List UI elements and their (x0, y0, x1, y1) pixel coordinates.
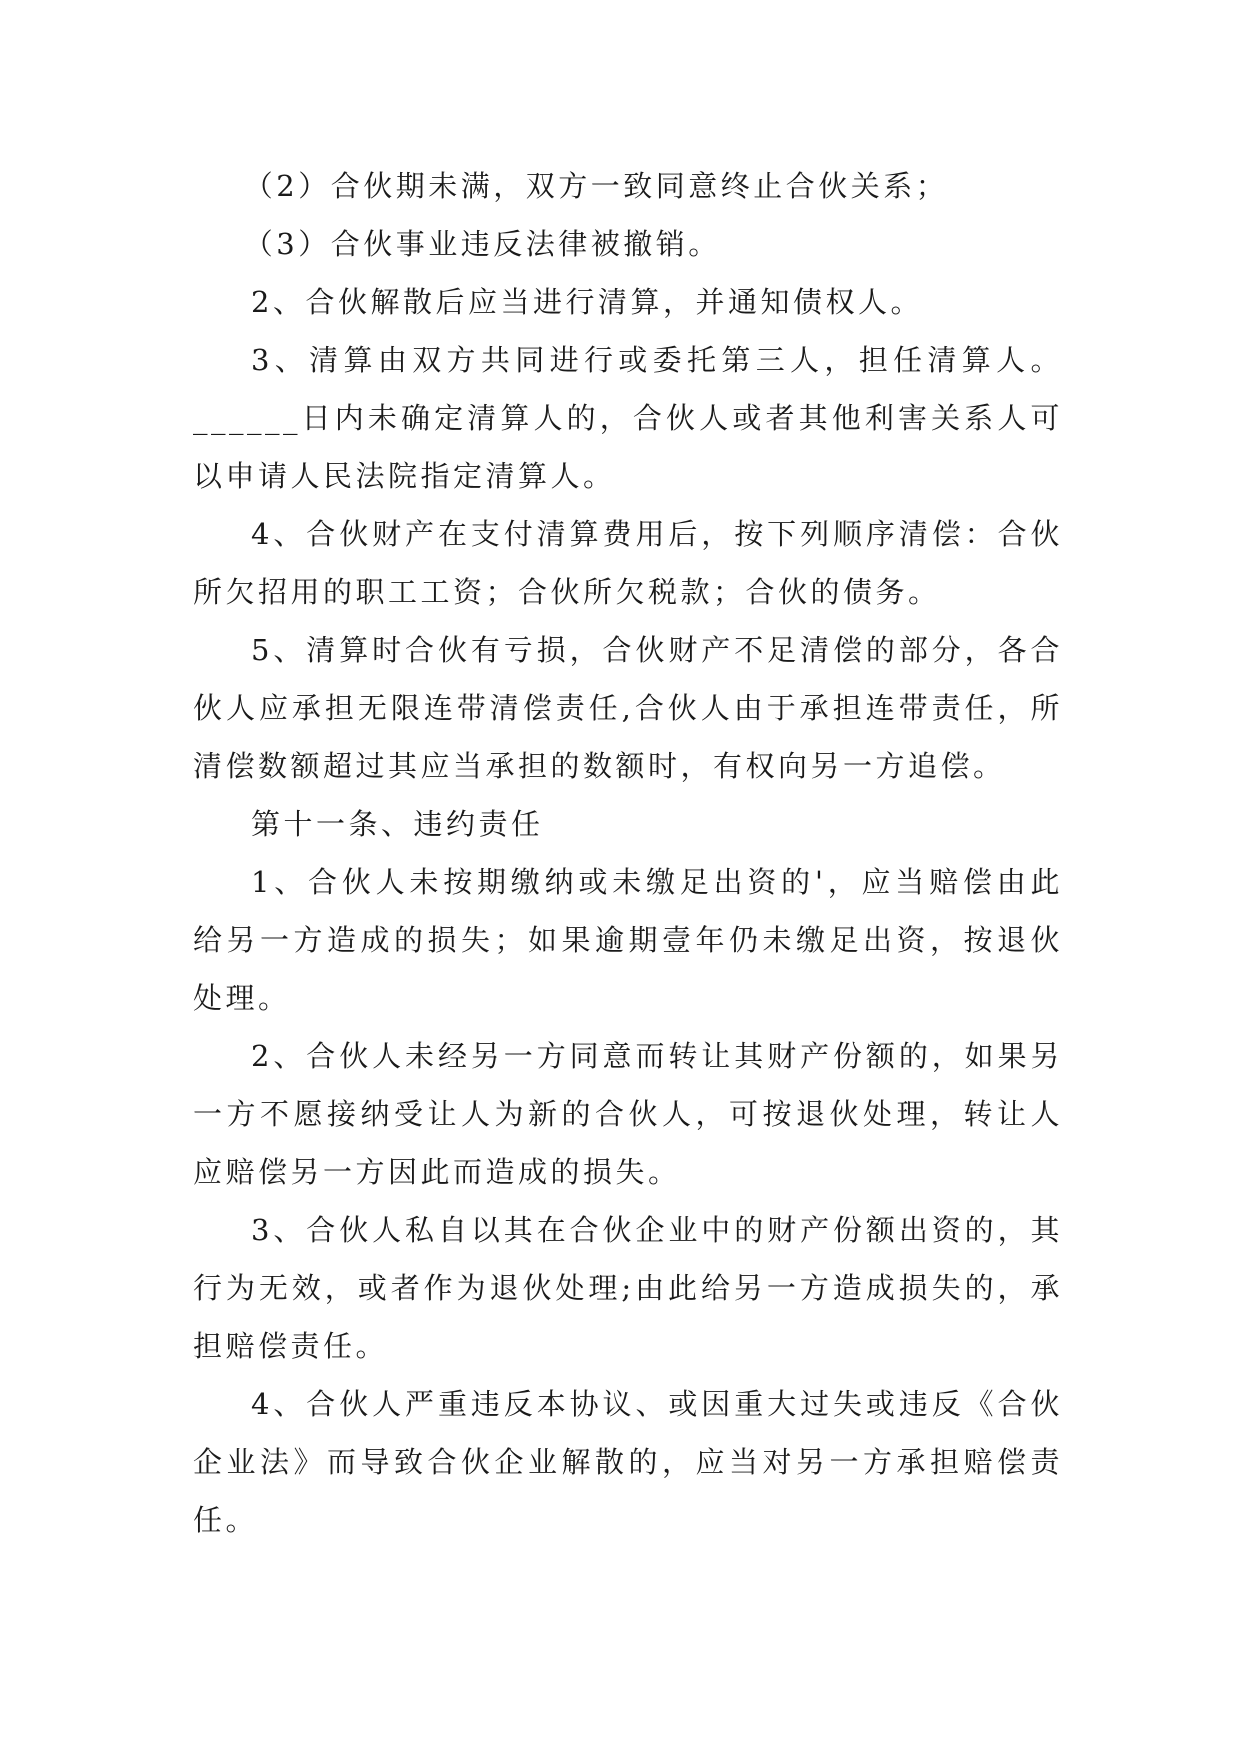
paragraph-breach-4: 4、合伙人严重违反本协议、或因重大过失或违反《合伙企业法》而导致合伙企业解散的，应当对另一方承担赔偿责任。 (193, 1387, 1063, 1537)
article-heading: 第十一条、违约责任 (251, 807, 544, 841)
paragraph-breach-2: 2、合伙人未经另一方同意而转让其财产份额的，如果另一方不愿接纳受让人为新的合伙人，可按退伙处理，转让人应赔偿另一方因此而造成的损失。 (193, 1039, 1063, 1189)
paragraph-breach-1: 1、合伙人未按期缴纳或未缴足出资的'，应当赔偿由此给另一方造成的损失；如果逾期壹年仍未缴足出资，按退伙处理。 (193, 865, 1063, 1015)
clause-item-2: （2）合伙期未满，双方一致同意终止合伙关系； (243, 169, 949, 203)
paragraph-liquidation-notice: 2、合伙解散后应当进行清算，并通知债权人。 (251, 285, 923, 319)
paragraph-liquidator: 3、清算由双方共同进行或委托第三人，担任清算人。______日内未确定清算人的，合伙人或者其他利害关系人可以申请人民法院指定清算人。 (193, 343, 1063, 493)
clause-item-3: （3）合伙事业违反法律被撤销。 (243, 227, 721, 261)
paragraph-losses: 5、清算时合伙有亏损，合伙财产不足清偿的部分，各合伙人应承担无限连带清偿责任,合伙人由于承担连带责任，所清偿数额超过其应当承担的数额时，有权向另一方追偿。 (193, 633, 1063, 783)
paragraph-repayment-order: 4、合伙财产在支付清算费用后，按下列顺序清偿：合伙所欠招用的职工工资；合伙所欠税款；合伙的债务。 (193, 517, 1063, 609)
document-body (193, 157, 1063, 1549)
paragraph-breach-3: 3、合伙人私自以其在合伙企业中的财产份额出资的，其行为无效，或者作为退伙处理;由此给另一方造成损失的，承担赔偿责任。 (193, 1213, 1063, 1363)
